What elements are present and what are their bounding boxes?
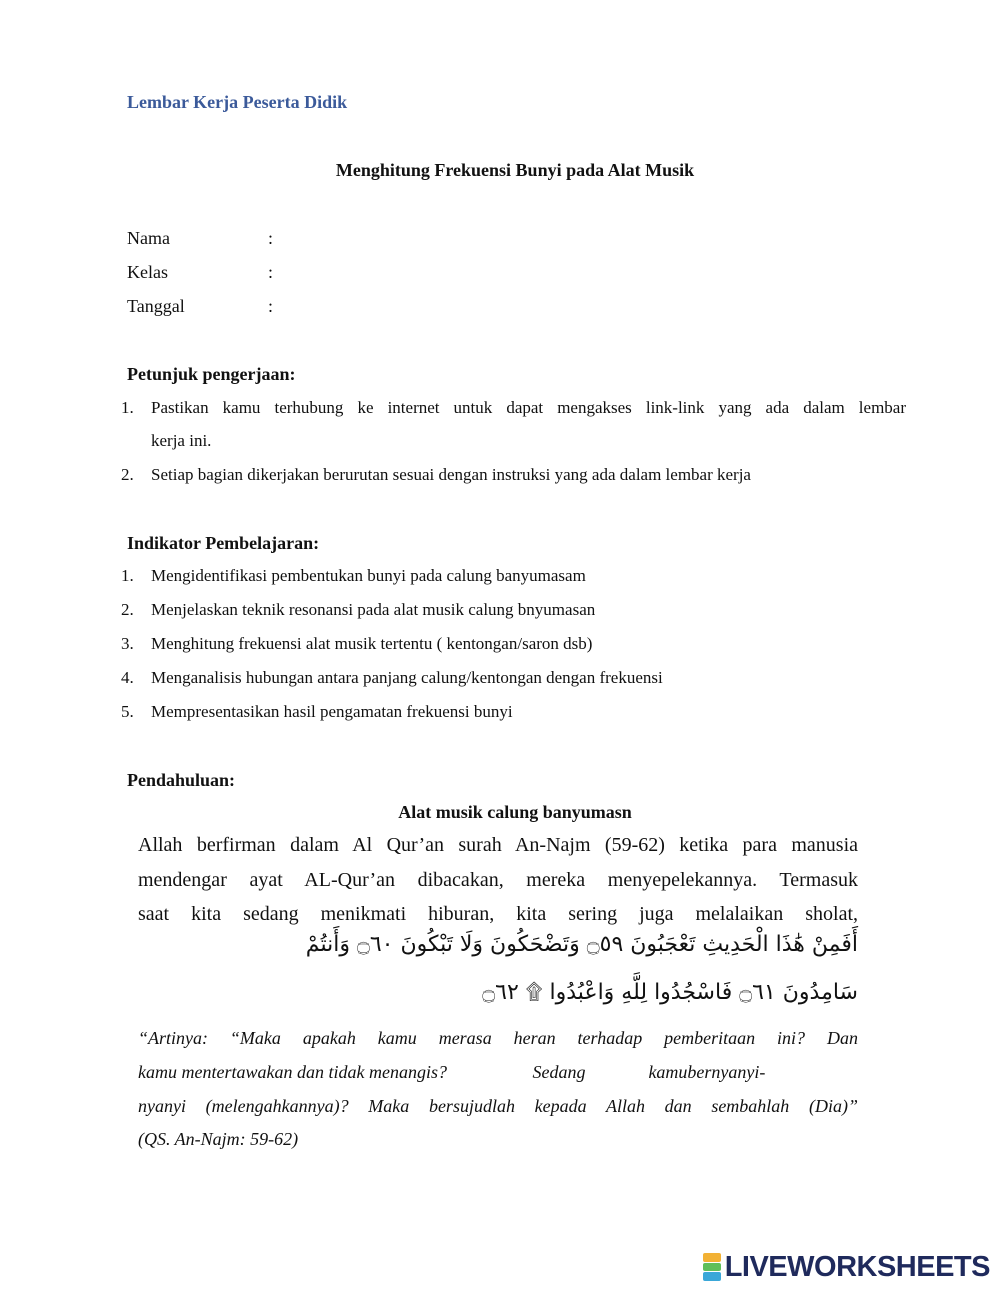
arabic-verse-line-1: أَفَمِنْ هَٰذَا الْحَدِيثِ تَعْجَبُونَ ۝٥٩ وَتَضْحَكُونَ وَلَا تَبْكُونَ ۝٦٠ وَأَنتُمْ <box>305 932 858 957</box>
translation-line-3: nyanyi (melengahkannya)? Maka bersujudlah kepada Allah dan sembahlah (Dia)” <box>138 1096 858 1116</box>
logo-block <box>703 1272 721 1281</box>
form-colon: : <box>268 228 274 248</box>
form-colon: : <box>268 262 274 282</box>
list-number: 5. <box>121 702 134 721</box>
list-number: 2. <box>121 465 134 484</box>
indikator-item-3: Menghitung frekuensi alat musik tertentu ( kentongan/saron dsb) <box>151 634 593 653</box>
indikator-item-1: Mengidentifikasi pembentukan bunyi pada calung banyumasam <box>151 566 586 585</box>
indikator-item-2: Menjelaskan teknik resonansi pada alat musik calung bnyumasan <box>151 600 596 619</box>
logo-block <box>703 1263 721 1272</box>
form-label-tanggal: Tanggal <box>127 296 185 316</box>
petunjuk-item-1-line-1: Pastikan kamu terhubung ke internet untuk dapat mengakses link-link yang ada dalam lembar <box>151 398 906 417</box>
arabic-verse-line-2: سَامِدُونَ ۝٦١ فَاسْجُدُوا لِلَّهِ وَاعْبُدُوا ۩ ۝٦٢ <box>482 980 858 1005</box>
petunjuk-item-2: Setiap bagian dikerjakan berurutan sesuai dengan instruksi yang ada dalam lembar kerja <box>151 465 751 484</box>
form-colon: : <box>268 296 274 316</box>
logo-block <box>703 1253 721 1262</box>
intro-line-2: mendengar ayat AL-Qur’an dibacakan, mereka menyepelekannya. Termasuk <box>138 869 858 891</box>
list-number: 1. <box>121 566 134 585</box>
translation-citation: (QS. An-Najm: 59-62) <box>138 1129 299 1149</box>
liveworksheets-logo <box>703 1252 990 1282</box>
petunjuk-item-1-line-2: kerja ini. <box>151 431 212 450</box>
indikator-item-5: Mempresentasikan hasil pengamatan frekuensi bunyi <box>151 702 513 721</box>
list-number: 3. <box>121 634 134 653</box>
indikator-item-4: Menganalisis hubungan antara panjang calung/kentongan dengan frekuensi <box>151 668 663 687</box>
pendahuluan-subtitle: Alat musik calung banyumasn <box>398 802 632 822</box>
list-number: 4. <box>121 668 134 687</box>
petunjuk-heading: Petunjuk pengerjaan: <box>127 364 296 384</box>
logo-text: LIVEWORKSHEETS <box>724 1250 990 1283</box>
translation-line-2: kamu mentertawakan dan tidak menangis? Sedang kamubernyanyi- <box>138 1062 766 1082</box>
worksheet-header-title: Lembar Kerja Peserta Didik <box>127 92 348 112</box>
page-title: Menghitung Frekuensi Bunyi pada Alat Musik <box>335 160 695 180</box>
translation-line-1: “Artinya: “Maka apakah kamu merasa heran terhadap pemberitaan ini? Dan <box>138 1028 858 1048</box>
form-label-kelas: Kelas <box>127 262 168 282</box>
liveworksheets-logo-icon <box>703 1253 721 1281</box>
indikator-heading: Indikator Pembelajaran: <box>127 533 320 553</box>
list-number: 1. <box>121 398 134 417</box>
list-number: 2. <box>121 600 134 619</box>
form-label-nama: Nama <box>127 228 170 248</box>
intro-line-3: saat kita sedang menikmati hiburan, kita sering juga melalaikan sholat, <box>138 903 858 925</box>
intro-line-1: Allah berfirman dalam Al Qur’an surah An-Najm (59-62) ketika para manusia <box>138 834 858 856</box>
pendahuluan-heading: Pendahuluan: <box>127 770 236 790</box>
